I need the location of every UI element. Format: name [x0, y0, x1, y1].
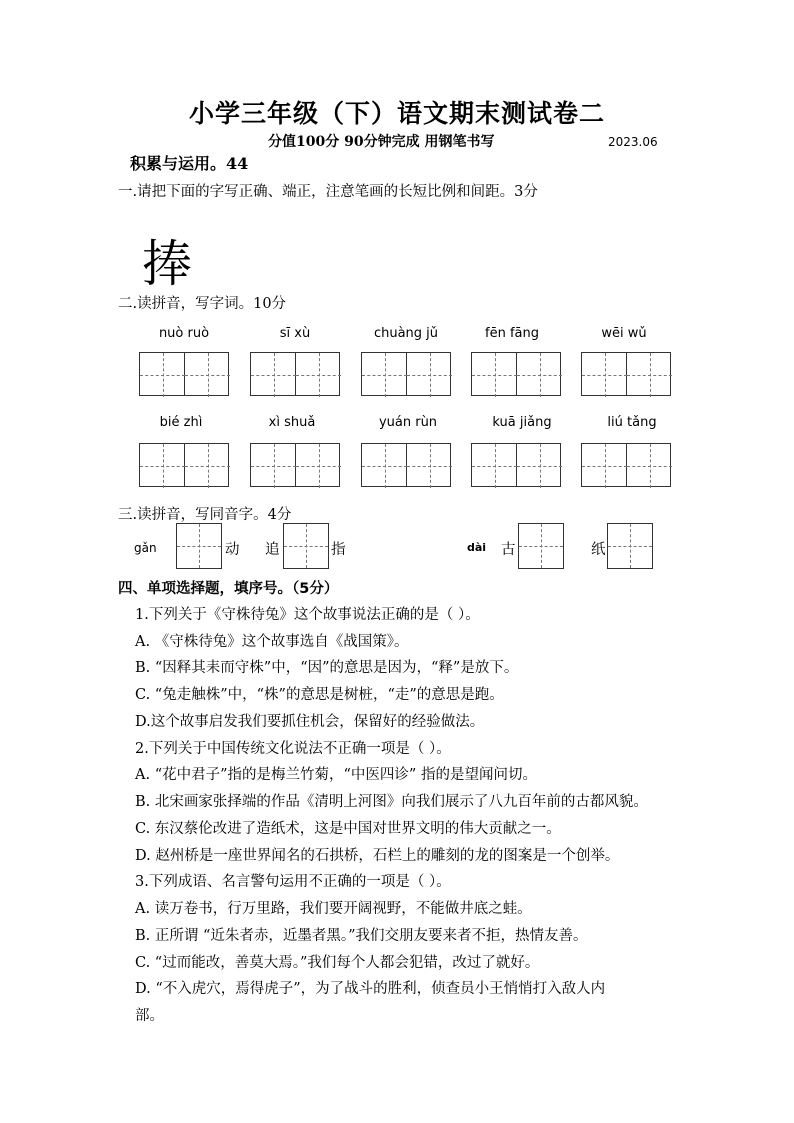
option-line: B. 北宋画家张择端的作品《清明上河图》向我们展示了八九百年前的古都风貌。 — [135, 794, 648, 810]
writing-grid[interactable] — [581, 352, 671, 396]
writing-box[interactable] — [176, 523, 222, 569]
model-character: 捧 — [142, 235, 192, 293]
option-line: D. “不入虎穴，焉得虎子”，为了战斗的胜利，侦查员小王悄悄打入敌人内 — [135, 981, 606, 997]
option-line: D.这个故事启发我们要抓住机会，保留好的经验做法。 — [135, 714, 485, 730]
option-line: C. “过而能改，善莫大焉。”我们每个人都会犯错，改过了就好。 — [135, 955, 540, 971]
writing-grid[interactable] — [581, 443, 671, 487]
writing-grid[interactable] — [471, 443, 561, 487]
question-stem: 1.下列关于《守株待兔》这个故事说法正确的是（ ）。 — [135, 607, 480, 623]
pinyin-label: dài — [467, 541, 487, 554]
word-char: 动 — [225, 542, 240, 558]
option-line: A. 《守株待兔》这个故事选自《战国策》。 — [135, 634, 409, 650]
writing-box[interactable] — [283, 523, 329, 569]
pinyin-label: gǎn — [134, 541, 157, 555]
question-3-prompt: 三.读拼音，写同音字。4分 — [118, 507, 292, 523]
writing-grid[interactable] — [471, 352, 561, 396]
writing-grid[interactable] — [139, 352, 229, 396]
pinyin-label: liú tǎng — [607, 415, 657, 430]
writing-box[interactable] — [607, 523, 653, 569]
word-char: 追 — [265, 542, 280, 558]
exam-date: 2023.06 — [608, 135, 658, 149]
word-char: 纸 — [591, 542, 606, 558]
question-2-prompt: 二.读拼音，写字词。10分 — [118, 296, 287, 312]
question-1-prompt: 一.请把下面的字写正确、端正，注意笔画的长短比例和间距。3分 — [118, 184, 538, 200]
pinyin-label: kuā jiǎng — [492, 415, 552, 430]
question-stem: 3.下列成语、名言警句运用不正确的一项是（ ）。 — [135, 874, 451, 890]
writing-grid[interactable] — [361, 352, 451, 396]
writing-grid[interactable] — [250, 352, 340, 396]
pinyin-label: fēn fāng — [485, 326, 539, 341]
page-title: 小学三年级（下）语文期末测试卷二 — [188, 99, 605, 128]
exam-info: 分值100分 90分钟完成 用钢笔书写 — [268, 134, 495, 150]
option-line: 部。 — [135, 1008, 164, 1024]
word-char: 古 — [501, 542, 516, 558]
word-char: 指 — [331, 542, 346, 558]
question-stem: 2.下列关于中国传统文化说法不正确一项是（ ）。 — [135, 741, 451, 757]
option-line: B. 正所谓 “近朱者赤，近墨者黑。”我们交朋友要来者不拒，热情友善。 — [135, 928, 588, 944]
option-line: B. “因释其耒而守株”中，“因”的意思是因为，“释”是放下。 — [135, 660, 519, 676]
option-line: C. 东汉蔡伦改进了造纸术，这是中国对世界文明的伟大贡献之一。 — [135, 821, 561, 837]
option-line: C. “兔走触株”中，“株”的意思是树桩，“走”的意思是跑。 — [135, 687, 504, 703]
question-4-heading: 四、单项选择题，填序号。（5分） — [118, 581, 339, 597]
pinyin-label: yuán rùn — [378, 415, 438, 430]
pinyin-label: xì shuǎ — [268, 415, 316, 430]
writing-grid[interactable] — [361, 443, 451, 487]
pinyin-label: sī xù — [279, 326, 311, 341]
pinyin-label: nuò ruò — [158, 326, 210, 341]
writing-grid[interactable] — [250, 443, 340, 487]
writing-grid[interactable] — [139, 443, 229, 487]
section-heading: 积累与运用。44 — [130, 154, 249, 173]
pinyin-label: wēi wǔ — [601, 326, 647, 341]
pinyin-label: chuàng jǔ — [373, 326, 439, 341]
option-line: A. 读万卷书，行万里路，我们要开阔视野，不能做井底之蛙。 — [135, 901, 532, 917]
pinyin-label: bié zhì — [159, 415, 203, 430]
option-line: A. “花中君子”指的是梅兰竹菊，“中医四诊” 指的是望闻问切。 — [135, 767, 537, 783]
writing-box[interactable] — [518, 523, 564, 569]
option-line: D. 赵州桥是一座世界闻名的石拱桥，石栏上的雕刻的龙的图案是一个创举。 — [135, 848, 620, 864]
